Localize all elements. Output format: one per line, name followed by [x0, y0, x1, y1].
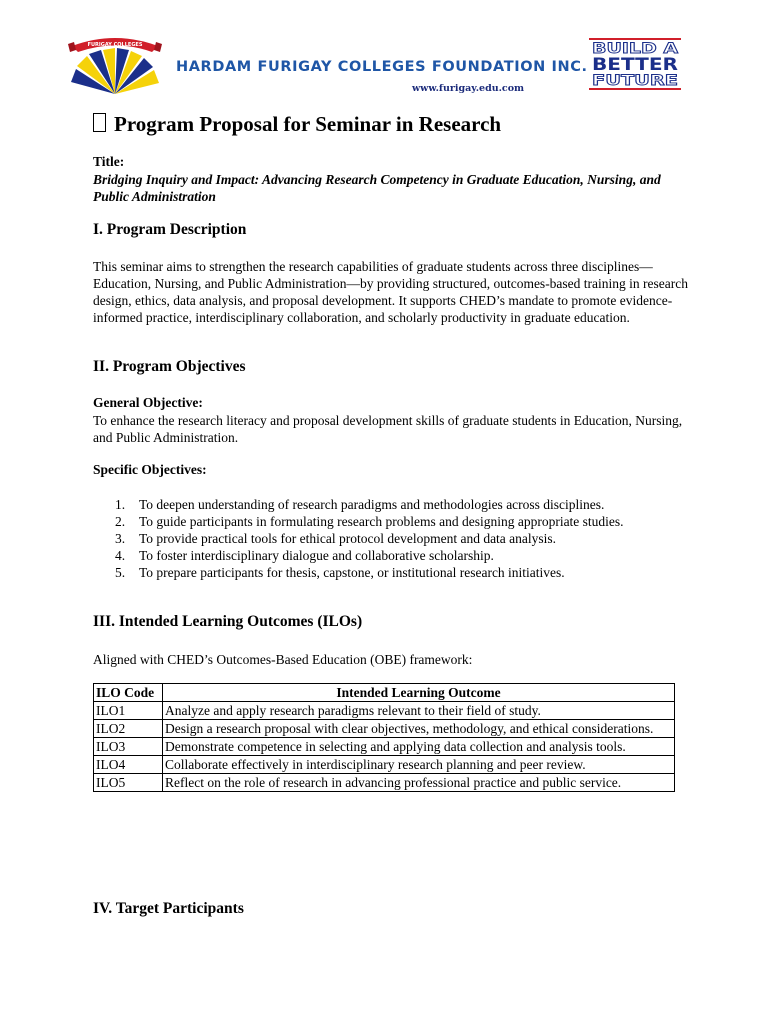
general-objective-label: General Objective:	[93, 395, 203, 410]
specific-objectives-label: Specific Objectives:	[93, 462, 207, 477]
section-heading-description: I. Program Description	[93, 221, 247, 238]
ilo-code: ILO5	[94, 774, 163, 792]
list-item-number: 4.	[115, 548, 126, 563]
document-title	[93, 112, 501, 137]
specific-objectives-list	[93, 496, 693, 581]
list-item-number: 3.	[115, 531, 126, 546]
build-better-future-logo	[589, 37, 681, 91]
ilo-outcome: Collaborate effectively in interdisciplinary research planning and peer review.	[163, 756, 675, 774]
ilo-outcome: Reflect on the role of research in advancing professional practice and public service.	[163, 774, 675, 792]
list-item-text: To provide practical tools for ethical protocol development and data analysis.	[139, 531, 557, 546]
logo-line-future: FUTURE	[592, 73, 678, 89]
list-item-text: To deepen understanding of research paradigms and methodologies across disciplines.	[139, 497, 605, 512]
logo-line-build: BUILD A	[592, 41, 679, 57]
ilo-intro: Aligned with CHED’s Outcomes-Based Education (OBE) framework:	[93, 652, 473, 667]
column-header-outcome: Intended Learning Outcome	[163, 684, 675, 702]
title-label: Title:	[93, 154, 125, 169]
ilo-code: ILO4	[94, 756, 163, 774]
list-item	[93, 564, 693, 581]
ilo-code: ILO1	[94, 702, 163, 720]
program-description: This seminar aims to strengthen the research capabilities of graduate students across three disciplines—Education, Nursing, and Public Administration—by providing structured, outcomes-based training in research design, ethics, data analysis, and proposal development. It supports CHED’s mandate to promote evidence-informed practice, interdisciplinary collaboration, and scholarly productivity in graduate education.	[93, 259, 689, 325]
general-objective-text: To enhance the research literacy and proposal development skills of graduate students in Education, Nursing, and Public Administration.	[93, 413, 683, 445]
list-item-text: To guide participants in formulating research problems and designing appropriate studies.	[139, 514, 624, 529]
table-header-row	[94, 684, 675, 702]
ilo-code: ILO2	[94, 720, 163, 738]
table-row	[94, 720, 675, 738]
list-item-text: To prepare participants for thesis, capstone, or institutional research initiatives.	[139, 565, 565, 580]
list-item-number: 1.	[115, 497, 126, 512]
program-title: Bridging Inquiry and Impact: Advancing Research Competency in Graduate Education, Nursing, and Public Administration	[93, 172, 661, 204]
column-header-code: ILO Code	[94, 684, 163, 702]
checkbox-glyph-icon	[93, 113, 106, 132]
list-item-number: 5.	[115, 565, 126, 580]
ilo-outcome: Analyze and apply research paradigms relevant to their field of study.	[163, 702, 675, 720]
college-logo-text: FURIGAY COLLEGES	[87, 42, 143, 48]
ilo-table	[93, 683, 675, 792]
ilo-code: ILO3	[94, 738, 163, 756]
section-heading-objectives: II. Program Objectives	[93, 358, 246, 375]
ilo-outcome: Design a research proposal with clear objectives, methodology, and ethical considerations.	[163, 720, 675, 738]
ilo-outcome: Demonstrate competence in selecting and applying data collection and analysis tools.	[163, 738, 675, 756]
list-item	[93, 513, 693, 530]
section-heading-ilos: III. Intended Learning Outcomes (ILOs)	[93, 613, 363, 630]
list-item-number: 2.	[115, 514, 126, 529]
college-logo	[68, 34, 162, 94]
logo-line-better: BETTER	[592, 55, 678, 75]
list-item	[93, 547, 693, 564]
website-url[interactable]: www.furigay.edu.com	[412, 83, 525, 94]
organization-name: HARDAM FURIGAY COLLEGES FOUNDATION INC.	[176, 59, 588, 75]
list-item	[93, 530, 693, 547]
list-item-text: To foster interdisciplinary dialogue and collaborative scholarship.	[139, 548, 494, 563]
table-row	[94, 702, 675, 720]
table-row	[94, 738, 675, 756]
list-item	[93, 496, 693, 513]
table-row	[94, 774, 675, 792]
document-title-text: Program Proposal for Seminar in Research	[114, 112, 502, 136]
table-row	[94, 756, 675, 774]
section-heading-participants: IV. Target Participants	[93, 900, 244, 917]
